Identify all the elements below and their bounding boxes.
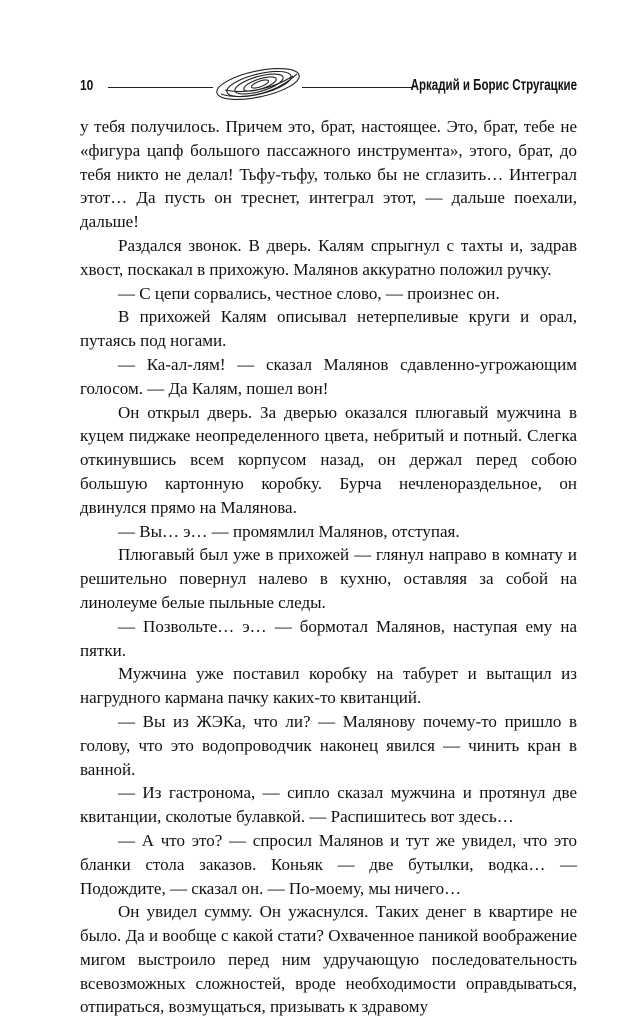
spiral-galaxy-icon <box>213 64 303 104</box>
page-header <box>80 62 577 102</box>
header-rule-left <box>108 87 213 88</box>
header-rule-right <box>302 87 412 88</box>
paragraph: — Вы из ЖЭКа, что ли? — Малянову почему-то пришло в голову, что это водопроводчик наконец явился — чинить кран в ванной. <box>80 711 577 779</box>
paragraph: — Ка-ал-лям! — сказал Малянов сдавленно-угрожающим голосом. — Да Калям, пошел вон! <box>80 354 577 398</box>
paragraph: Он увидел сумму. Он ужаснулся. Таких денег в квартире не было. Да и вообще с какой стати? Охваченное паникой воображение мигом выстроило перед ним удручающую последовательность всевозможных сложностей, вроде необходимости оправдываться, отпираться, возмущаться, призывать к здравому <box>80 902 577 1017</box>
paragraph: — С цепи сорвались, честное слово, — произнес он. <box>118 283 500 303</box>
paragraph: — Из гастронома, — сипло сказал мужчина и протянул две квитанции, сколотые булавкой. — Распишитесь вот здесь… <box>80 783 577 827</box>
paragraph: — А что это? — спросил Малянов и тут же увидел, что это бланки стола заказов. Коньяк — две бутылки, водка… — Подождите, — сказал он. — По-моему, мы ничего… <box>80 830 577 898</box>
paragraph: Раздался звонок. В дверь. Калям спрыгнул с тахты и, задрав хвост, поскакал в прихожую. Малянов аккуратно положил ручку. <box>80 235 577 279</box>
paragraph: — Позвольте… э… — бормотал Малянов, наступая ему на пятки. <box>80 616 577 660</box>
paragraph: Мужчина уже поставил коробку на табурет и вытащил из нагрудного кармана пачку каких-то квитанций. <box>80 664 577 708</box>
paragraph: В прихожей Калям описывал нетерпеливые круги и орал, путаясь под ногами. <box>80 307 577 351</box>
paragraph: у тебя получилось. Причем это, брат, настоящее. Это, брат, тебе не «фигура цапф большого пассажного инструмента», этого, брат, до тебя никто не делал! Тьфу-тьфу, только бы не сглазить… Интеграл этот… Да пусть он треснет, интеграл этот, — дальше поехали, дальше! <box>80 117 577 232</box>
body-text <box>80 115 577 1019</box>
page-number: 10 <box>80 77 94 94</box>
paragraph: — Вы… э… — промямлил Малянов, отступая. <box>118 521 460 541</box>
paragraph: Он открыл дверь. За дверью оказался плюгавый мужчина в куцем пиджаке неопределенного цвета, небритый и потный. Слегка откинувшись всем корпусом назад, он держал перед собою большую картонную коробку. Бурча нечленораздельное, он двинулся прямо на Малянова. <box>80 402 577 517</box>
running-head: Аркадий и Борис Стругацкие <box>410 77 577 94</box>
paragraph: Плюгавый был уже в прихожей — глянул направо в комнату и решительно повернул налево в кухню, оставляя за собой на линолеуме белые пыльные следы. <box>80 545 577 612</box>
